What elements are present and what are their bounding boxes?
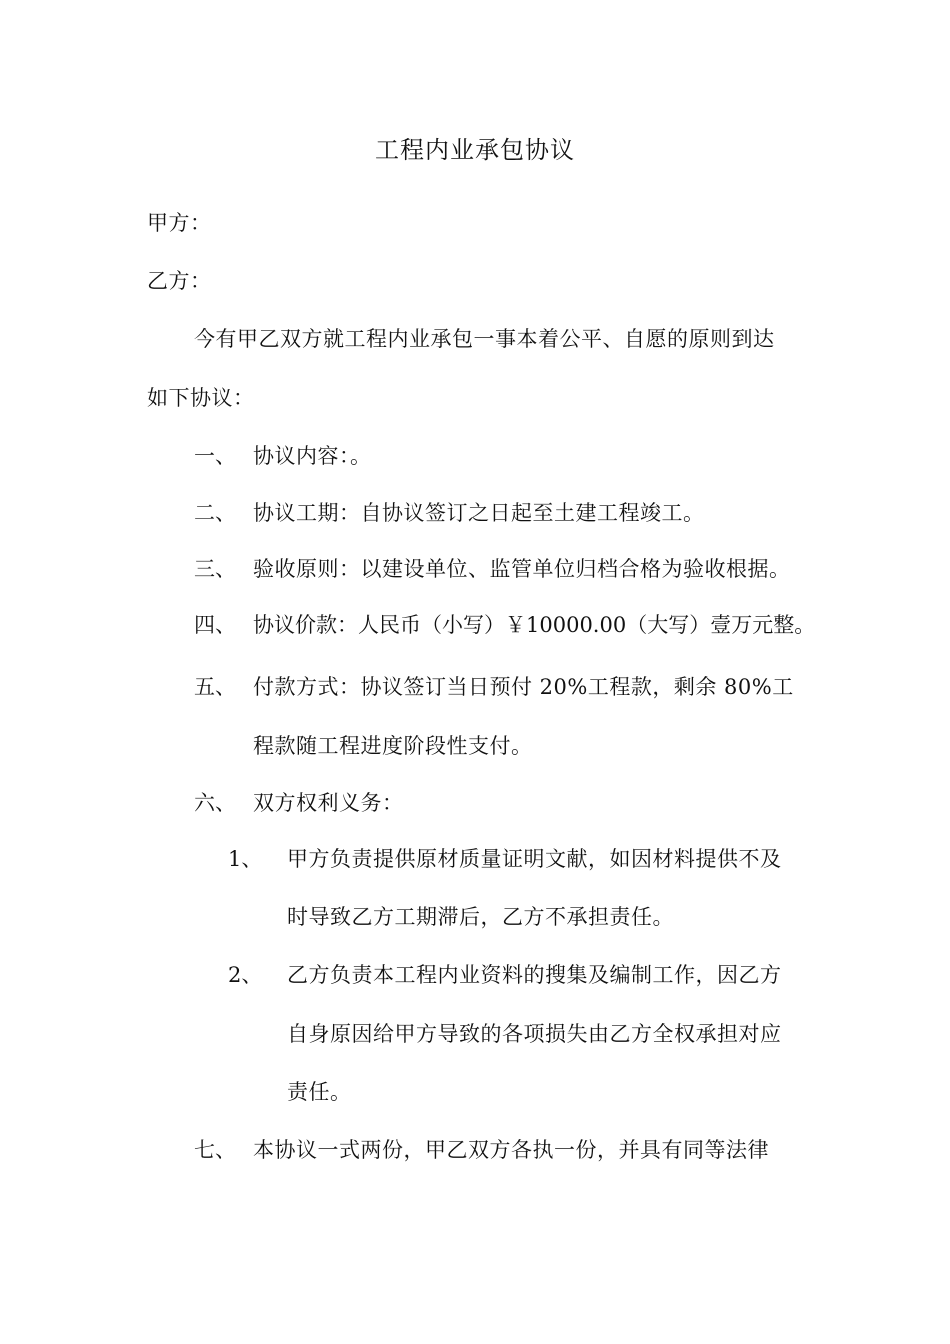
clause-number: 一、 — [194, 444, 236, 468]
sub-item-text: 时导致乙方工期滞后，乙方不承担责任。 — [287, 905, 674, 929]
clause-number: 六、 — [194, 791, 236, 815]
clause-text: 协议工期：自协议签订之日起至土建工程竣工。 — [253, 501, 705, 525]
sub-item-text: 甲方负责提供原材质量证明文献，如因材料提供不及 — [287, 847, 782, 871]
sub-item-number: 2、 — [228, 963, 263, 987]
sub-item-text: 乙方负责本工程内业资料的搜集及编制工作，因乙方 — [287, 963, 782, 987]
clause-number: 四、 — [194, 613, 236, 637]
clause-text: 双方权利义务： — [253, 791, 404, 815]
document-title: 工程内业承包协议 — [375, 136, 575, 164]
sub-item-text: 责任。 — [287, 1080, 352, 1104]
clause-text: 协议价款：人民币（小写）￥10000.00（大写）壹万元整。 — [253, 613, 816, 637]
clause-text: 付款方式：协议签订当日预付 20%工程款，剩余 80%工 — [253, 675, 794, 699]
clause-text: 协议内容：。 — [253, 444, 372, 468]
clause-number: 五、 — [194, 675, 236, 699]
clause-text: 本协议一式两份，甲乙双方各执一份，并具有同等法律 — [253, 1138, 769, 1162]
sub-item-number: 1、 — [228, 847, 263, 871]
clause-text: 验收原则：以建设单位、监管单位归档合格为验收根据。 — [253, 557, 791, 581]
intro-paragraph-line-1: 今有甲乙双方就工程内业承包一事本着公平、自愿的原则到达 — [194, 327, 775, 351]
party-b-label: 乙方： — [147, 269, 212, 293]
party-a-label: 甲方： — [147, 211, 212, 235]
clause-number: 三、 — [194, 557, 236, 581]
intro-paragraph-line-2: 如下协议： — [147, 386, 255, 410]
clause-number: 二、 — [194, 501, 236, 525]
sub-item-text: 自身原因给甲方导致的各项损失由乙方全权承担对应 — [287, 1022, 782, 1046]
clause-number: 七、 — [194, 1138, 236, 1162]
clause-text-continuation: 程款随工程进度阶段性支付。 — [253, 734, 533, 758]
